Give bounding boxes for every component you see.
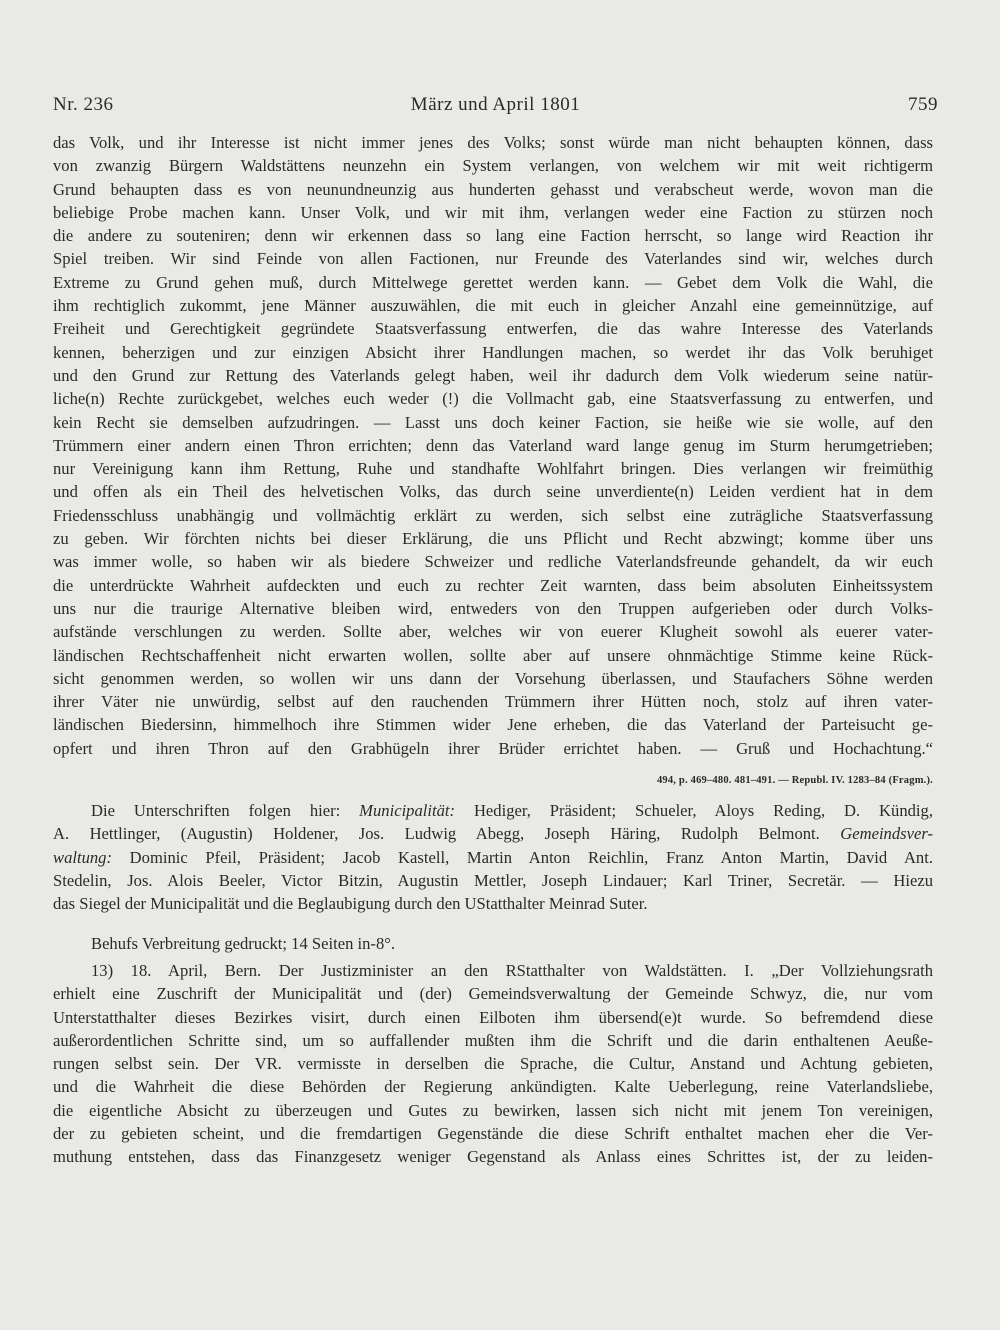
text-line: ländischen Biedersinn, himmelhoch ihre Stimmen wider Jene erheben, die das Vaterland der Parteisucht ge- <box>53 715 933 735</box>
text-line: Extreme zu Grund gehen muß, durch Mittelwege gerettet werden kann. — Gebet dem Volk die Wahl, die <box>53 272 933 292</box>
text-line: was immer wolle, so haben wir als biedere Schweizer und redliche Vaterlandsfreunde gehandelt, da wir euch <box>53 552 933 572</box>
text-line: die andere zu souteniren; denn wir erkennen dass so lang eine Faction herrscht, so lange wird Reaction ihr <box>53 226 933 246</box>
text-line: uns nur die traurige Alternative bleiben wird, entweders von den Truppen aufgerieben oder durch Volks- <box>53 598 933 618</box>
text-line: opfert und ihren Thron auf den Grabhügeln ihrer Brüder errichtet haben. — Gruß und Hochachtung.“ <box>53 738 933 758</box>
text-line: beliebige Probe machen kann. Unser Volk, und wir mit ihm, verlangen weder eine Faction zu stürzen noch <box>53 202 933 222</box>
text-line: 13) 18. April, Bern. Der Justizminister an den RStatthalter von Waldstätten. I. „Der Vollziehungsrath <box>91 961 933 980</box>
text-line: Unterstatthalter dieses Bezirkes visirt, durch einen Eilboten ihm übersend(e)t wurde. So befremdend diese <box>53 1007 933 1027</box>
signatures-line <box>53 799 933 822</box>
text-line: Freiheit und Gerechtigkeit gegründete Staatsverfassung entwerfen, die das wahre Interesse des Vaterlands <box>53 319 933 339</box>
text-line: Spiel treiben. Wir sind Feinde von allen Factionen, nur Freunde des Vaterlandes sind wir, welches durch <box>53 249 933 269</box>
section-13-paragraph <box>53 959 933 1169</box>
text-line: und offen als ein Theil des helvetischen Volks, das durch seine unverdiente(n) Leiden verdient hat in dem <box>53 482 933 502</box>
running-header <box>53 94 938 122</box>
print-note-paragraph <box>53 932 933 955</box>
signatures-intro: Die Unterschriften folgen hier: <box>91 801 360 820</box>
text-line: von zwanzig Bürgern Waldstättens neunzehn ein System verlangen, von welchem wir mit weit richtigerm <box>53 156 933 176</box>
text-line: muthung entstehen, dass das Finanzgesetz weniger Gegenstand als Anlass eines Schrittes ist, der zu leiden- <box>53 1147 933 1167</box>
text-line: ihm rechtiglich zukommt, jene Männer auszuwählen, die mit euch in gleicher Anzahl eine gemeinnützige, auf <box>53 296 933 316</box>
signatures-paragraph <box>53 799 933 915</box>
text-line: kein Recht sie demselben aufzudringen. — Lasst uns doch keiner Faction, sie heiße wie sie wolle, auf den <box>53 412 933 432</box>
text-line: zu geben. Wir förchten nichts bei dieser Erklärung, die uns Pflicht und Recht abzwingt; komme über uns <box>53 529 933 549</box>
text-line: kennen, beherzigen und zur einzigen Absicht ihrer Handlungen machen, so werdet ihr das Volk beruhiget <box>53 342 933 362</box>
text-line: Grund behaupten dass es von neunundneunzig aus hunderten gehasst und verabscheut werde, wovon man die <box>53 179 933 199</box>
text-line: die eigentliche Absicht zu überzeugen und Gutes zu bewirken, lassen sich nicht mit jenem Ton vereinigen, <box>53 1100 933 1120</box>
signatures-line <box>53 846 933 869</box>
signatures-line: das Siegel der Municipalität und die Beglaubigung durch den UStatthalter Meinrad Suter. <box>53 894 648 914</box>
print-note: Behufs Verbreitung gedruckt; 14 Seiten in-8°. <box>91 934 396 953</box>
source-citation: 494, p. 469–480. 481–491. — Republ. IV. 1283–84 (Fragm.). <box>656 775 933 786</box>
text-line: nur Vereinigung kann ihm Rettung, Ruhe und standhafte Wohlfahrt bringen. Dies verlangen wir freimüthig <box>53 459 933 479</box>
document-number: Nr. 236 <box>53 94 114 115</box>
signatures-text: A. Hettlinger, (Augustin) Holdener, Jos. Ludwig Abegg, Joseph Häring, Rudolph Belmont. <box>53 824 841 844</box>
text-line: aufstände verschlungen zu werden. Sollte aber, welches wir von euerer Klugheit sowohl als euerer vater- <box>53 622 933 642</box>
text-line: Friedensschluss unabhängig und vollmächtig erklärt zu werden, sich selbst eine zuträgliche Staatsverfassung <box>53 505 933 525</box>
letter-body <box>53 131 933 760</box>
signatures-line: Stedelin, Jos. Alois Beeler, Victor Bitzin, Augustin Mettler, Joseph Lindauer; Karl Triner, Secretär. — Hiezu <box>53 870 933 890</box>
text-line: erhielt eine Zuschrift der Municipalität und (der) Gemeindsverwaltung der Gemeinde Schwyz, die, nur vom <box>53 984 933 1004</box>
text-line: der zu gebieten scheint, und die fremdartigen Gegenstände die diese Schrift enthaltet machen eher die Ver- <box>53 1124 933 1144</box>
text-line: rungen selbst sein. Der VR. vermisste in derselben die Sprache, die Cultur, Anstand und Achtung gebieten, <box>53 1054 933 1074</box>
page-number: 759 <box>908 94 938 115</box>
text-line: ländischen Rechtschaffenheit nicht erwarten wollen, sollte aber auf unsere ohnmächtige Stimme keine Rück- <box>53 645 933 665</box>
text-line: ihrer Väter nie unwürdig, selbst auf den rauchenden Trümmern ihrer Hütten noch, stolz auf ihren vater- <box>53 692 933 712</box>
text-line: die unterdrückte Wahrheit aufdeckten und euch zu rechter Zeit warnten, dass beim absoluten Einheitssystem <box>53 575 933 595</box>
text-line: und den Grund zur Rettung des Vaterlands gelegt haben, weil ihr dadurch dem Volk wiederum seine natür- <box>53 365 933 385</box>
source-citation-block <box>53 772 933 790</box>
text-line: liche(n) Rechte zurückgebet, welches euch weder (!) die Vollmacht gab, eine Staatsverfassung zu entwerfen, und <box>53 389 933 409</box>
signatures-text: Hediger, Präsident; Schueler, Aloys Reding, D. Kündig, <box>455 801 933 820</box>
text-line: Trümmern einer andern einen Thron errichten; denn das Vaterland ward lange genug im Sturm herumgetrieben; <box>53 435 933 455</box>
text-line: und die Wahrheit die diese Behörden der Regierung ankündigten. Kalte Ueberlegung, reine Vaterlandsliebe, <box>53 1077 933 1097</box>
signatures-text: Dominic Pfeil, Präsident; Jacob Kastell, Martin Anton Reichlin, Franz Anton Martin, David Ant. <box>112 847 933 867</box>
text-line: außerordentlichen Schritte sind, um so auffallender mußten ihm die Schrift und die darin enthaltenen Aeuße- <box>53 1030 933 1050</box>
text-line: das Volk, und ihr Interesse ist nicht immer jenes des Volks; sonst würde man nicht behaupten können, dass <box>53 133 933 152</box>
municipality-heading: Municipalität: <box>359 801 456 820</box>
text-line: sicht genommen werden, so wollen wir uns dann der Vorsehung überlassen, und Staufachers Söhne werden <box>53 668 933 688</box>
running-title: März und April 1801 <box>410 94 581 115</box>
administration-heading-part1: Gemeindsver- <box>840 824 933 844</box>
signatures-line <box>53 822 933 845</box>
administration-heading-part2: waltung: <box>53 847 113 867</box>
